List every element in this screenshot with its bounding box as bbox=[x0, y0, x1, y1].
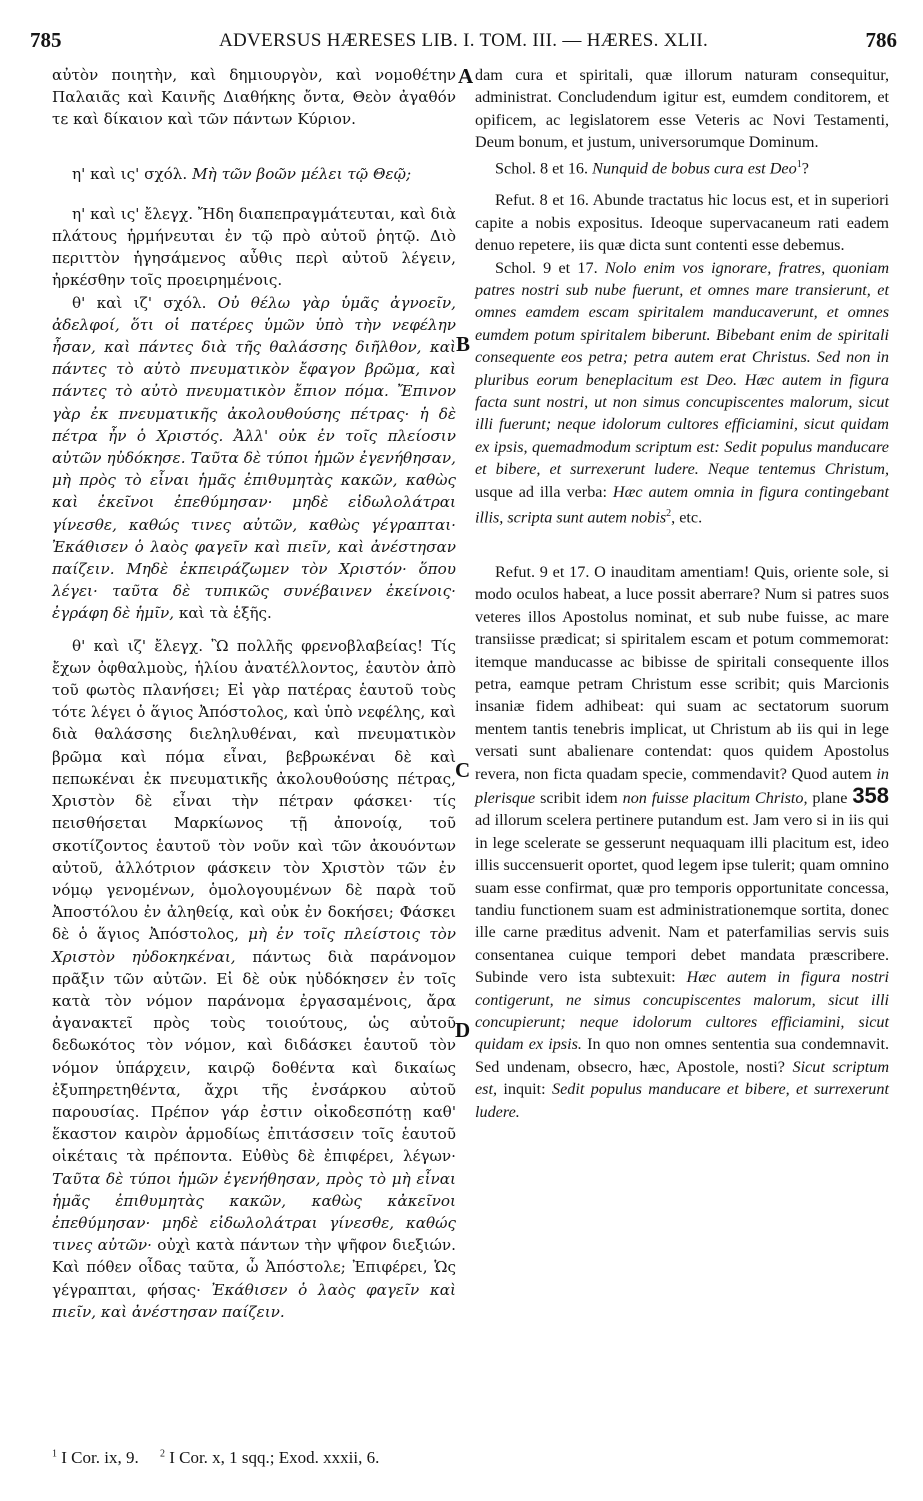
refutation-quote: Ἐκάθισεν ὁ λαὸς φαγεῖν καὶ πιεῖν, καὶ ἀνέστησαν παίζειν. bbox=[52, 1280, 457, 1321]
margin-marker-b: B bbox=[456, 332, 471, 356]
page-number-left: 785 bbox=[30, 28, 62, 52]
scholion-heading: η' καὶ ις' σχόλ. bbox=[72, 164, 188, 183]
refutation-text: πάντως διὰ παράνομον πρᾶξιν τῶν αὐτῶν. Εἰ δὲ οὐκ ηὐδόκησεν ἐν τοῖς κατὰ τὸν νόμον παράνομα ἐργασαμένοις, ἄρα ἀγανακτεῖ πρὸς τοὺς τοιούτους, ὡς αὐτοῦ δεδωκότος τὸν νόμον, καὶ διδάσκει ἑαυτοῦ τὸν νόμον ὑπάρχειν, καιρῷ δοθέντα καὶ δικαίως ἐξυπηρετηθέντα, ἄχρι τῆς ἐνσάρκου αὐτοῦ παρουσίας. Πρέπον γάρ ἐστιν οἰκοδεσπότῃ καθ' ἕκαστον καιρὸν ἁρμοδίως ἐπιτάσσειν τοῖς ἑαυτοῦ οἰκέταις τὰ πρέποντα. Εὐθὺς δὲ ἐπιφέρει, λέγων· bbox=[52, 947, 456, 1166]
column-number: 358 bbox=[852, 782, 890, 808]
running-header bbox=[30, 28, 897, 60]
latin-paragraph-1: dam cura et spiritali, quæ illorum naturam consequitur, administrat. Concludendum igitur est, eumdem conditorem, et opificem, ac legislatorem esse Veteris ac Novi Testamenti, Deum bonum, et justum, universorumque Dominum. bbox=[475, 66, 889, 152]
running-title: ADVERSUS HÆRESES LIB. I. TOM. III. — HÆRES. XLII. bbox=[218, 30, 709, 51]
scholion-tail: καὶ τὰ ἑξῆς. bbox=[178, 604, 272, 623]
scholion-text: Οὐ θέλω γὰρ ὑμᾶς ἀγνοεῖν, ἀδελφοί, ὅτι οἱ πατέρες ὑμῶν ὑπὸ τὴν νεφέλην ἦσαν, καὶ πάντες διὰ τῆς θαλάσσης διῆλθον, καὶ πάντες τὸ αὐτὸ πνευματικὸν ἔφαγον βρῶμα, καὶ πάντες τὸ αὐτὸ πνευματικὸν ἔπιον πόμα. Ἔπινον γὰρ ἐκ πνευματικῆς ἀκολουθούσης πέτρας· ἡ δὲ πέτρα ἦν ὁ Χριστός. Ἀλλ' οὐκ ἐν τοῖς πλείοσιν αὐτῶν ηὐδόκησε. Ταῦτα δὲ τύποι ἡμῶν ἐγενήθησαν, μὴ πρὸς τὸ εἶναι ἡμᾶς ἐπιθυμητὰς κακῶν, καθὼς καὶ ἐκεῖνοι ἐπεθύμησαν· μηδὲ εἰδωλολάτραι γίνεσθε, καθώς τινες αὐτῶν, καθὼς γέγραπται· Ἐκάθισεν ὁ λαὸς φαγεῖν καὶ πιεῖν, καὶ ἀνέστησαν παίζειν. Μηδὲ ἐκπειράζωμεν τὸν Χριστόν· ὅπου λέγει· ταῦτα δὲ τυπικῶς συνέβαινεν ἐκείνοις· ἐγράφη δὲ ἡμῖν, bbox=[52, 293, 456, 623]
footnote-ref: 2 bbox=[666, 508, 672, 520]
refutation-text: plane bbox=[812, 788, 848, 807]
refutation-quote: Hæc autem in figura nostri contigerunt, ne simus concupiscentes malorum, sicut illi concupierunt; neque idolorum cultores efficiamini, sicut quidam ex ipsis. bbox=[475, 968, 890, 1054]
greek-scholion-8-16 bbox=[52, 163, 456, 185]
margin-marker-a: A bbox=[458, 64, 474, 88]
refutation-quote: non fuisse placitum Christo, bbox=[622, 788, 808, 807]
refutation-quote: Sedit populus manducare et bibere, et surrexerunt ludere. bbox=[475, 1080, 889, 1121]
footnote-2: I Cor. x, 1 sqq.; Exod. xxxii, 6. bbox=[169, 1448, 380, 1467]
latin-scholion-8-16 bbox=[475, 154, 889, 180]
scholion-text: Nunquid de bobus cura est Deo bbox=[592, 159, 797, 178]
greek-scholion-9-17 bbox=[52, 292, 456, 625]
scholion-heading: Schol. 9 et 17. bbox=[495, 258, 598, 277]
footnote-2-mark: 2 bbox=[159, 1448, 165, 1460]
refutation-quote: Sicut scriptum est, bbox=[475, 1057, 890, 1099]
page-number-right: 786 bbox=[865, 28, 897, 52]
refutation-quote: μὴ ἐν τοῖς πλείστοις τὸν Χριστὸν ηὐδοκηκέναι, bbox=[52, 925, 457, 966]
refutation-text: θ' καὶ ιζ' ἔλεγχ. Ὢ πολλῆς φρενοβλαβείας! Τίς ἔχων ὀφθαλμοὺς, ἡλίου ἀνατέλλοντος, ἑαυτὸν ἀπὸ τοῦ φωτὸς πλανήσει; Εἰ γὰρ πατέρας ἑαυτοῦ τοὺς τότε λέγει ὁ ἅγιος Ἀπόστολος, καὶ ὑπὸ νεφέλης, καὶ διὰ θαλάσσης διεληλυθέναι, καὶ πνευματικὸν βρῶμα καὶ πόμα εἶναι, βεβρωκέναι δὲ καὶ πεπωκέναι ἐκ πνευματικῆς ἀκολουθούσης πέτρας, Χριστὸν δὲ εἶναι τὴν πέτραν φάσκει· τίς πεισθήσεται Μαρκίωνος τῇ ἀπονοίᾳ, τοῦ σκοτίζοντος ἑαυτοῦ τὸν νοῦν καὶ τῶν ἀκουόντων αὐτοῦ, ἀλλότριον φάσκειν τὸν Χριστὸν τῶν ἐν νόμῳ γενομένων, ὁμολογουμένων δὲ παρὰ τοῦ Ἀποστόλου ἐν ἀληθείᾳ, καὶ οὐκ ἐν δοκήσει; Φάσκει δὲ ὁ ἅγιος Ἀπόστολος, bbox=[52, 636, 456, 944]
scholion-text: Nolo enim vos ignorare, fratres, quoniam patres nostri sub nube fuerunt, et omnes mare transierunt, et omnes eamdem escam spiritalem manducaverunt, et omnes eumdem potum spiritalem biberunt. Bibebant enim de spiritali consequente eos petra; petra autem erat Christus. Sed non in pluribus eorum beneplacitum est Deo. Hæc autem in figura facta sunt nostri, ut non simus concupiscentes malorum, sicut illi fuerunt; neque idolorum cultores efficiamini, sicut quidam ex ipsis, quemadmodum scriptum est: Sedit populus manducare et bibere, et surrexerunt ludere. Neque tentemus Christum, bbox=[475, 258, 890, 479]
greek-refutation-8-16: η' καὶ ις' ἔλεγχ. Ἤδη διαπεπραγμάτευται, καὶ διὰ πλάτους ἡρμήνευται ἐν τῷ πρὸ αὐτοῦ ῥητῷ. Διὸ περιττὸν ἡγησάμενος αὖθις περὶ αὐτοῦ λέγειν, ἠρκέσθην τοῖς προειρημένοις. bbox=[52, 204, 456, 290]
scholion-end: ? bbox=[801, 159, 809, 178]
footnote-ref: 1 bbox=[796, 158, 802, 170]
scholion-text-plain: usque ad illa verba: bbox=[475, 482, 607, 501]
latin-refutation-8-16: Refut. 8 et 16. Abunde tractatus hic locus est, et in superiori capite a nobis expositus. Ideoque supervacaneum rati eadem denuo repetere, iis quæ dicta sunt contenti esse debemus. bbox=[475, 191, 889, 255]
refutation-quote: Ταῦτα δὲ τύποι ἡμῶν ἐγενήθησαν, πρὸς τὸ μὴ εἶναι ἡμᾶς ἐπιθυμητὰς κακῶν, καθὼς κἀκεῖνοι ἐπεθύμησαν· μηδὲ εἰδωλολάτραι γίνεσθε, καθώς τινες αὐτῶν· bbox=[52, 1169, 456, 1255]
greek-paragraph-1: αὐτὸν ποιητὴν, καὶ δημιουργὸν, καὶ νομοθέτην Παλαιᾶς καὶ Καινῆς Διαθήκης ὄντα, Θεὸν ἀγαθόν τε καὶ δίκαιον καὶ τῶν πάντων Κύριον. bbox=[52, 66, 456, 129]
refutation-quote: in plerisque bbox=[475, 764, 890, 807]
refutation-text: inquit: bbox=[503, 1080, 546, 1099]
refutation-text: Refut. 9 et 17. O inauditam amentiam! Quis, oriente sole, si modo oculos habeat, a luce possit aberrare? Num si patres suos veteres illos Apostolus nominat, et sub nube fuisse, ac mare transiisse prædicat; si spiritalem escam et potum commemorat: itemque manducasse ac bibisse de spiritali consequente illos petra, eamque petram Christum esse scribit; quis Marcionis insaniæ fidem adhibeat: qui suam ac sectatorum suorum mentem tantis tenebris implicat, ut Christum ab iis qui in lege versati sunt abalienare contendat: quos quidem Apostolus revera, non ficta quadam specie, commendavit? Quod autem bbox=[475, 562, 889, 783]
latin-scholion-9-17 bbox=[475, 257, 889, 529]
footnote-1-mark: 1 bbox=[52, 1448, 57, 1460]
refutation-text: οὐχὶ κατὰ πάντων τὴν ψῆφον διεξιών. Καὶ πόθεν οἶδας ταῦτα, ὦ Ἀπόστολε; Ἐπιφέρει, Ὡς γέγραπται, φήσας· bbox=[52, 1236, 456, 1299]
scholion-end: , etc. bbox=[671, 508, 703, 527]
scholion-text: Μὴ τῶν βοῶν μέλει τῷ Θεῷ; bbox=[192, 164, 412, 183]
latin-column bbox=[475, 64, 889, 1123]
footnote-1: I Cor. ix, 9. bbox=[61, 1448, 139, 1467]
margin-marker-c: C bbox=[455, 758, 471, 782]
scholion-heading: Schol. 8 et 16. bbox=[495, 159, 589, 178]
latin-refutation-9-17 bbox=[475, 561, 889, 1123]
margin-marker-d: D bbox=[455, 1018, 471, 1042]
refutation-text: In quo non omnes sententia sua condemnavit. Sed undenam, obsecro, hæc, Apostole, nosti? bbox=[475, 1035, 890, 1076]
scholion-heading: θ' καὶ ιζ' σχόλ. bbox=[72, 293, 207, 312]
greek-column bbox=[52, 64, 456, 1323]
greek-refutation-9-17 bbox=[52, 635, 456, 1323]
footnotes bbox=[52, 1448, 552, 1468]
refutation-text: ad illorum scelera pertinere putandum est. Jam vero si in iis qui in lege scelerate se gesserunt nequaquam illi placitum est, ideo illis succensuerit oportet, quod legem ipse tulerit; quam omnino suam esse confirmat, quæ pro temporis opportunitate concessa, tandiu functionem suam est administrationemque sortita, donec ille carne præditus advenit. Nam et paterfamilias servis suis consentanea cuique tempori debet mandata præscribere. Subinde vero ista subtexuit: bbox=[475, 811, 889, 987]
refutation-text: scribit idem bbox=[540, 788, 618, 807]
scholion-text: Hæc autem omnia in figura contingebant illis, scripta sunt autem nobis bbox=[475, 482, 889, 527]
